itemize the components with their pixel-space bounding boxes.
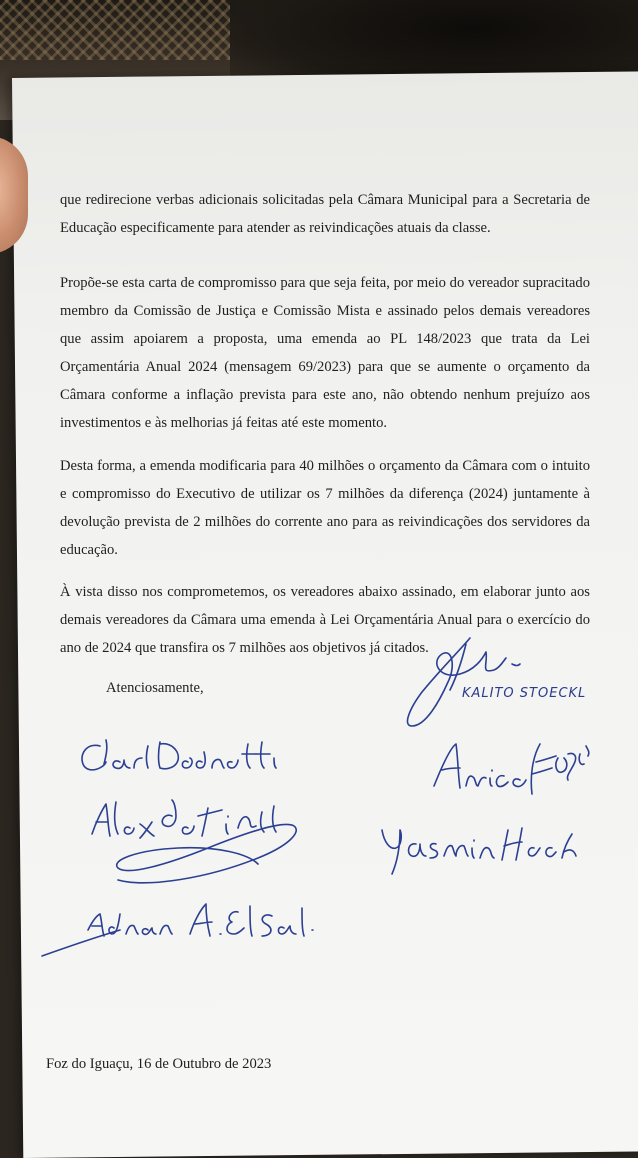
paragraph-4: À vista disso nos comprometemos, os vereadores abaixo assinado, em elaborar junto aos demais vereadores da Câmara uma emenda à Lei Orçamentária Anual para o exercício do ano de 2024 que transfira os 7 milhões aos objetivos já citados. [60, 584, 590, 656]
paragraph-1: que redirecione verbas adicionais solicitadas pela Câmara Municipal para a Secretaria de Educação especificamente para atender as reivindicações atuais da classe. [60, 192, 590, 236]
closing-text: Atenciosamente, [106, 680, 204, 696]
cane-chair-texture [0, 0, 230, 60]
signature-kalito-name: KALITO STOECKL [462, 686, 587, 701]
place-date: Foz do Iguaçu, 16 de Outubro de 2023 [46, 1056, 272, 1072]
paragraph-2: Propõe-se esta carta de compromisso para que seja feita, por meio do vereador supracitado membro da Comissão de Justiça e Comissão Mista e assinado pelos demais vereadores que assim apoiarem a proposta, uma emenda ao PL 148/2023 que trata da Lei Orçamentária Anual 2024 (mensagem 69/2023) para que se aumente o orçamento da Câmara conforme a inflação prevista para este ano, não obtendo nenhum prejuízo aos investimentos e às melhorias já feitas até este momento. [60, 275, 590, 431]
signature-anice [428, 734, 603, 804]
paragraph-3: Desta forma, a emenda modificaria para 40 milhões o orçamento da Câmara com o intuito e compromisso do Executivo de utilizar os 7 milhões da diferença (2024) juntamente à devolução prevista de 2 milhões do corrente ano para as reivindicações dos servidores da educação. [60, 458, 590, 558]
signature-kalito-scribble [400, 630, 600, 730]
signature-carol [76, 732, 286, 792]
signature-yasmin [376, 820, 586, 880]
signature-adnan [40, 900, 320, 960]
signature-alex [88, 792, 318, 892]
